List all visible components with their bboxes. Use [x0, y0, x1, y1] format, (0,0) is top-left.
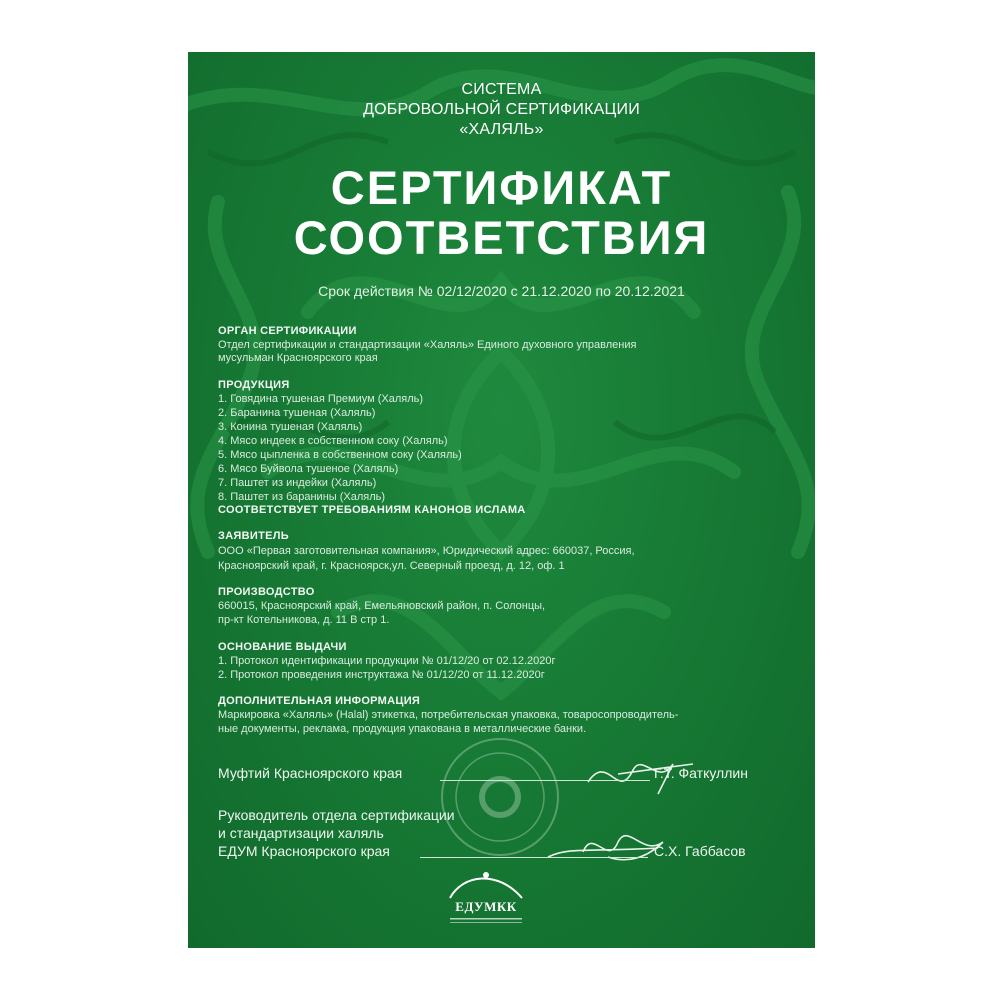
product-item: 3. Конина тушеная (Халяль) [218, 421, 363, 433]
additional-heading: ДОПОЛНИТЕЛЬНАЯ ИНФОРМАЦИЯ [218, 695, 421, 707]
product-item: 1. Говядина тушеная Премиум (Халяль) [218, 393, 424, 405]
head-signature-line [420, 857, 648, 858]
product-item: 2. Баранина тушеная (Халяль) [218, 407, 376, 419]
applicant-heading: ЗАЯВИТЕЛЬ [218, 530, 289, 542]
organ-line: мусульман Красноярского края [218, 352, 378, 364]
head-title-line: и стандартизации халяль [218, 825, 384, 841]
additional-line: ные документы, реклама, продукция упакована в металлические банки. [218, 723, 587, 735]
basis-line: 2. Протокол проведения инструктажа № 01/12/20 от 11.12.2020г [218, 669, 545, 681]
head-title-line: ЕДУМ Красноярского края [218, 843, 390, 859]
edumkk-logo: ЕДУМКК [455, 899, 517, 914]
product-item: 7. Паштет из индейки (Халяль) [218, 477, 377, 489]
mufti-signature-line [440, 780, 650, 781]
stamp [442, 739, 558, 855]
product-item: 8. Паштет из баранины (Халяль) [218, 491, 386, 503]
title-line-1: СЕРТИФИКАТ [330, 161, 673, 214]
mufti-name: Г.Т. Фаткуллин [654, 765, 748, 781]
compliance-statement: СООТВЕТСТВУЕТ ТРЕБОВАНИЯМ КАНОНОВ ИСЛАМА [218, 504, 526, 516]
basis-heading: ОСНОВАНИЕ ВЫДАЧИ [218, 641, 347, 653]
applicant-line: ООО «Первая заготовительная компания», Юридический адрес: 660037, Россия, [218, 545, 635, 557]
head-title-line: Руководитель отдела сертификации [218, 807, 455, 823]
production-heading: ПРОИЗВОДСТВО [218, 586, 315, 598]
title-line-2: СООТВЕТСТВИЯ [293, 211, 710, 264]
validity-period: Срок действия № 02/12/2020 с 21.12.2020 по 20.12.2021 [318, 283, 685, 299]
applicant-line: Красноярский край, г. Красноярск,ул. Северный проезд, д. 12, оф. 1 [218, 560, 565, 572]
mufti-title: Муфтий Красноярского края [218, 765, 403, 781]
system-line-3: «ХАЛЯЛЬ» [459, 121, 544, 138]
system-line-2: ДОБРОВОЛЬНОЙ СЕРТИФИКАЦИИ [363, 101, 640, 118]
production-line: пр-кт Котельникова, д. 11 В стр 1. [218, 614, 390, 626]
product-item: 5. Мясо цыпленка в собственном соку (Халяль) [218, 449, 462, 461]
product-item: 4. Мясо индеек в собственном соку (Халяль) [218, 435, 448, 447]
products-heading: ПРОДУКЦИЯ [218, 379, 290, 391]
basis-line: 1. Протокол идентификации продукции № 01/12/20 от 02.12.2020г [218, 655, 556, 667]
system-line-1: СИСТЕМА [461, 81, 542, 98]
logo-arc-icon [450, 878, 522, 898]
head-name: С.Х. Габбасов [654, 843, 746, 859]
certificate [188, 52, 815, 948]
organ-line: Отдел сертификации и стандартизации «Халяль» Единого духовного управления [218, 339, 637, 351]
additional-line: Маркировка «Халяль» (Halal) этикетка, потребительская упаковка, товаросопроводитель- [218, 709, 679, 721]
organ-heading: ОРГАН СЕРТИФИКАЦИИ [218, 325, 357, 337]
product-item: 6. Мясо Буйвола тушеное (Халяль) [218, 463, 399, 475]
production-line: 660015, Красноярский край, Емельяновский район, п. Солонцы, [218, 600, 546, 612]
